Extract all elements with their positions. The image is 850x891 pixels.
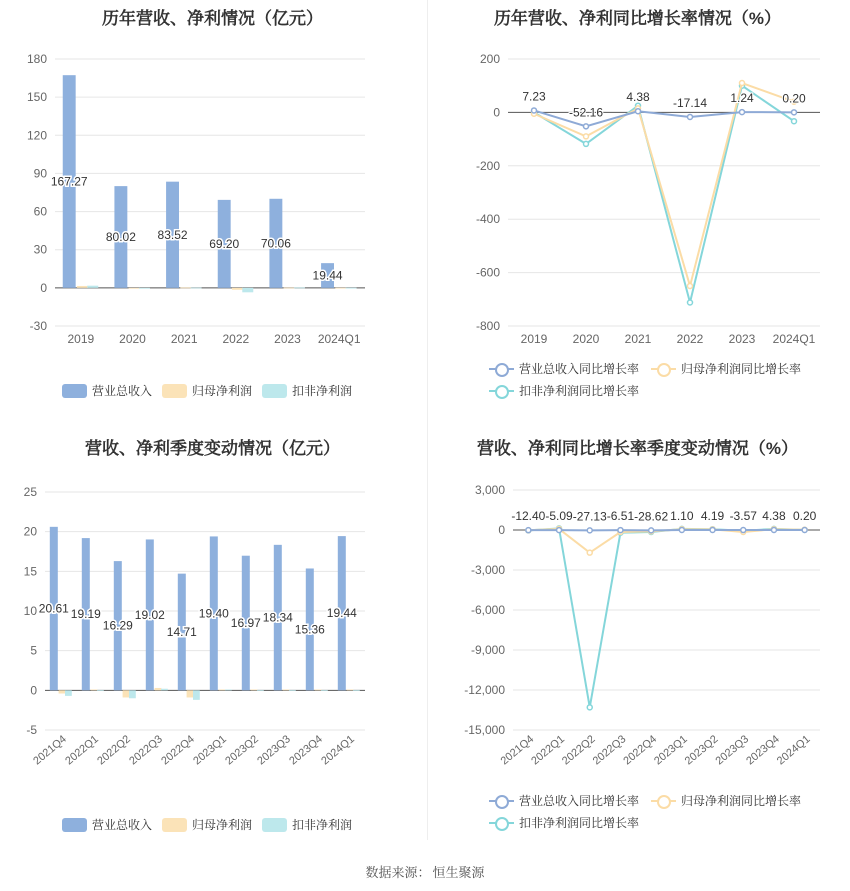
series-point: [740, 110, 745, 115]
x-tick-label: 2023Q4: [287, 733, 325, 768]
series-line: [528, 528, 804, 707]
y-tick-label: -200: [475, 158, 500, 173]
x-tick-label: 2023Q2: [682, 733, 721, 768]
y-tick-label: 90: [33, 166, 47, 181]
legend-item-revenue-growth[interactable]: [489, 792, 639, 809]
series-point: [741, 528, 746, 533]
bar: [251, 690, 258, 691]
point-value-label: -52.16: [568, 105, 604, 120]
x-tick-label: 2022Q3: [590, 733, 629, 768]
point-value-label: 1.24: [730, 91, 754, 106]
x-tick-label: 2021: [170, 332, 198, 346]
bar: [225, 690, 232, 691]
chart-title: 历年营收、净利情况（亿元）: [102, 9, 323, 28]
legend-label: 营业总收入: [92, 384, 153, 398]
x-tick-label: 2022Q1: [529, 733, 567, 768]
quarterly-growth-chart-panel: [425, 430, 850, 860]
legend-item-net-profit-growth[interactable]: [651, 792, 801, 809]
x-tick-label: 2022Q1: [63, 733, 101, 768]
bar-value-label: 19.44: [326, 606, 357, 621]
y-tick-label: -5: [26, 723, 37, 737]
bar: [87, 286, 98, 288]
bar: [77, 286, 88, 288]
bar: [193, 690, 200, 700]
y-tick-label: -6,000: [470, 603, 505, 617]
x-tick-label: 2020: [119, 332, 146, 346]
point-value-label: 4.38: [762, 508, 786, 523]
quarterly-revenue-chart: [0, 430, 425, 800]
series-point: [792, 119, 797, 124]
series-point: [532, 108, 537, 113]
series-point: [688, 283, 693, 288]
point-value-label: 0.20: [792, 508, 817, 523]
bar-value-label: 19.40: [198, 606, 229, 621]
legend-label: 归母净利润: [192, 384, 253, 398]
legend-swatch: [489, 362, 514, 376]
bar: [129, 690, 136, 698]
legend-swatch: [262, 818, 287, 832]
y-tick-label: -12,000: [464, 683, 505, 697]
bar-value-label: 83.52: [157, 227, 188, 242]
legend-item-deducted-profit-growth[interactable]: [489, 814, 639, 831]
bar-value-label: 19.44: [312, 268, 343, 283]
y-tick-label: 15: [23, 564, 37, 579]
x-tick-label: 2019: [520, 332, 548, 346]
legend-label: 归母净利润同比增长率: [681, 362, 802, 376]
series-point: [618, 528, 623, 533]
point-value-label: -5.09: [545, 509, 573, 524]
bar: [123, 690, 130, 697]
point-value-label: 4.19: [700, 508, 725, 523]
x-tick-label: 2024Q1: [317, 332, 361, 346]
bar: [242, 288, 253, 292]
bar: [257, 690, 264, 691]
annual-revenue-chart-panel: [0, 0, 425, 430]
legend-label: 营业总收入同比增长率: [519, 794, 640, 808]
y-tick-label: 20: [23, 524, 37, 539]
x-tick-label: 2023Q1: [191, 733, 229, 768]
bar: [219, 690, 226, 691]
point-value-label: -6.51: [606, 509, 635, 524]
legend-item-net-profit[interactable]: [162, 382, 252, 399]
point-value-label: 0.20: [782, 91, 806, 106]
x-tick-label: 2022: [222, 332, 250, 346]
bar: [283, 690, 290, 691]
bar: [347, 690, 354, 691]
x-tick-label: 2024Q1: [772, 332, 816, 346]
y-tick-label: -800: [475, 319, 500, 333]
x-tick-label: 2022Q4: [159, 733, 197, 768]
x-tick-label: 2022Q2: [95, 733, 133, 768]
bar: [129, 288, 140, 289]
legend-item-deducted-profit-growth[interactable]: [489, 382, 639, 399]
point-value-label: -12.40: [511, 509, 546, 524]
x-tick-label: 2023Q2: [223, 733, 261, 768]
legend-label: 归母净利润: [192, 818, 253, 832]
bar: [155, 688, 162, 690]
legend-item-revenue-growth[interactable]: [489, 360, 639, 377]
point-value-label: -27.13: [572, 509, 607, 524]
legend-swatch: [651, 794, 676, 808]
y-tick-label: 0: [498, 523, 505, 537]
quarterly-growth-chart: [425, 430, 850, 800]
bar-value-label: 16.97: [230, 616, 261, 631]
x-tick-label: 2024Q1: [319, 733, 357, 768]
bar-value-label: 20.61: [38, 601, 69, 616]
series-point: [688, 114, 693, 119]
annual-growth-chart: [425, 0, 850, 360]
bar-value-label: 167.27: [50, 174, 88, 189]
y-tick-label: 3,000: [474, 483, 505, 497]
y-tick-label: 10: [23, 604, 37, 618]
series-point: [792, 110, 797, 115]
legend-swatch: [651, 362, 676, 376]
x-tick-label: 2023: [274, 332, 301, 346]
data-source-note: [0, 862, 850, 881]
x-tick-label: 2021Q4: [31, 733, 69, 768]
bar: [284, 288, 295, 289]
point-value-label: 1.10: [670, 508, 694, 523]
legend-label: 扣非净利润: [292, 384, 353, 398]
bar: [353, 690, 360, 691]
y-tick-label: 25: [23, 485, 37, 499]
x-tick-label: 2023Q4: [744, 733, 782, 768]
bar: [191, 288, 202, 289]
series-line: [528, 529, 804, 553]
x-tick-label: 2021Q4: [498, 733, 537, 768]
bar-value-label: 69.20: [209, 236, 240, 251]
series-point: [740, 81, 745, 86]
legend-label: 营业总收入: [92, 818, 153, 832]
bar: [139, 288, 150, 289]
x-tick-label: 2023Q3: [255, 733, 293, 768]
bar: [289, 690, 296, 691]
x-tick-label: 2021: [624, 332, 652, 346]
legend-swatch: [162, 818, 187, 832]
bar: [232, 288, 243, 290]
series-point: [587, 550, 592, 555]
y-tick-label: -3,000: [470, 563, 505, 577]
series-point: [557, 528, 562, 533]
x-tick-label: 2024Q1: [774, 733, 813, 768]
x-tick-label: 2022Q4: [621, 733, 660, 768]
bar: [97, 690, 104, 691]
annual-revenue-chart: [0, 0, 425, 360]
series-point: [802, 527, 807, 532]
legend-item-revenue[interactable]: [62, 382, 152, 399]
point-value-label: -17.14: [672, 95, 708, 110]
legend-item-net-profit[interactable]: [162, 816, 252, 833]
bar-value-label: 80.02: [105, 229, 136, 244]
x-tick-label: 2019: [67, 332, 95, 346]
y-tick-label: 200: [479, 52, 500, 66]
series-point: [584, 134, 589, 139]
series-point: [587, 528, 592, 533]
legend-item-revenue[interactable]: [62, 816, 152, 833]
y-tick-label: 30: [33, 242, 47, 257]
y-tick-label: -15,000: [464, 723, 505, 737]
series-point: [587, 705, 592, 710]
bar: [161, 689, 168, 691]
x-tick-label: 2020: [572, 332, 600, 346]
bar: [65, 690, 72, 696]
legend-label: 扣非净利润同比增长率: [519, 384, 640, 398]
legend-swatch: [489, 384, 514, 398]
series-point: [710, 527, 715, 532]
point-value-label: -28.62: [634, 509, 669, 524]
legend-swatch: [62, 818, 87, 832]
bar-value-label: 19.19: [70, 607, 101, 622]
legend-swatch: [489, 794, 514, 808]
series-point: [649, 528, 654, 533]
legend-item-deducted-profit[interactable]: [262, 816, 352, 833]
quarterly-revenue-chart-panel: [0, 430, 425, 860]
y-tick-label: 180: [26, 52, 47, 66]
legend-item-deducted-profit[interactable]: [262, 382, 352, 399]
series-point: [584, 124, 589, 129]
chart-title: 营收、净利季度变动情况（亿元）: [85, 439, 340, 458]
y-tick-label: -400: [475, 212, 500, 227]
bar-value-label: 16.29: [102, 618, 133, 633]
series-point: [584, 141, 589, 146]
bar: [315, 690, 322, 691]
y-tick-label: 120: [26, 128, 47, 143]
bar: [335, 288, 346, 289]
point-value-label: 4.38: [626, 90, 650, 105]
bar: [346, 288, 357, 289]
y-tick-label: 5: [30, 643, 37, 658]
bar: [91, 690, 98, 691]
y-tick-label: 60: [33, 204, 47, 219]
source-value: 恒生聚源: [432, 865, 485, 880]
bar-value-label: 70.06: [260, 236, 291, 251]
series-point: [526, 528, 531, 533]
x-tick-label: 2023Q3: [713, 733, 752, 768]
legend-label: 扣非净利润同比增长率: [519, 816, 640, 830]
bar: [59, 690, 66, 693]
x-tick-label: 2022Q3: [127, 733, 165, 768]
legend-label: 营业总收入同比增长率: [519, 362, 640, 376]
legend-swatch: [262, 384, 287, 398]
y-tick-label: 150: [26, 90, 47, 105]
series-point: [679, 527, 684, 532]
bar-value-label: 18.34: [262, 610, 293, 625]
legend-item-net-profit-growth[interactable]: [651, 360, 801, 377]
series-point: [688, 300, 693, 305]
bar-value-label: 15.36: [294, 622, 325, 637]
bar-value-label: 14.71: [166, 624, 197, 639]
chart-title: 营收、净利同比增长率季度变动情况（%）: [476, 439, 799, 458]
chart-title: 历年营收、净利同比增长率情况（%）: [493, 9, 782, 28]
point-value-label: -3.57: [729, 509, 757, 524]
y-tick-label: -600: [475, 265, 500, 280]
legend-label: 归母净利润同比增长率: [681, 794, 802, 808]
bar: [321, 690, 328, 691]
bar-value-label: 19.02: [134, 607, 165, 622]
x-tick-label: 2022Q2: [559, 733, 598, 768]
point-value-label: 7.23: [522, 89, 546, 104]
legend-label: 扣非净利润: [292, 818, 353, 832]
source-label: 数据来源：: [365, 865, 431, 880]
legend-swatch: [162, 384, 187, 398]
bar: [180, 287, 191, 288]
x-tick-label: 2023: [728, 332, 756, 346]
annual-growth-chart-panel: [425, 0, 850, 430]
legend-swatch: [489, 816, 514, 830]
y-tick-label: -9,000: [470, 643, 505, 657]
legend-swatch: [62, 384, 87, 398]
y-tick-label: 0: [40, 280, 47, 295]
y-tick-label: 0: [30, 683, 37, 698]
y-tick-label: -30: [29, 319, 47, 333]
series-point: [771, 527, 776, 532]
x-tick-label: 2022: [676, 332, 704, 346]
bar: [294, 287, 305, 288]
x-tick-label: 2023Q1: [652, 733, 690, 768]
y-tick-label: 0: [493, 105, 500, 120]
series-point: [636, 109, 641, 114]
bar: [187, 690, 194, 697]
